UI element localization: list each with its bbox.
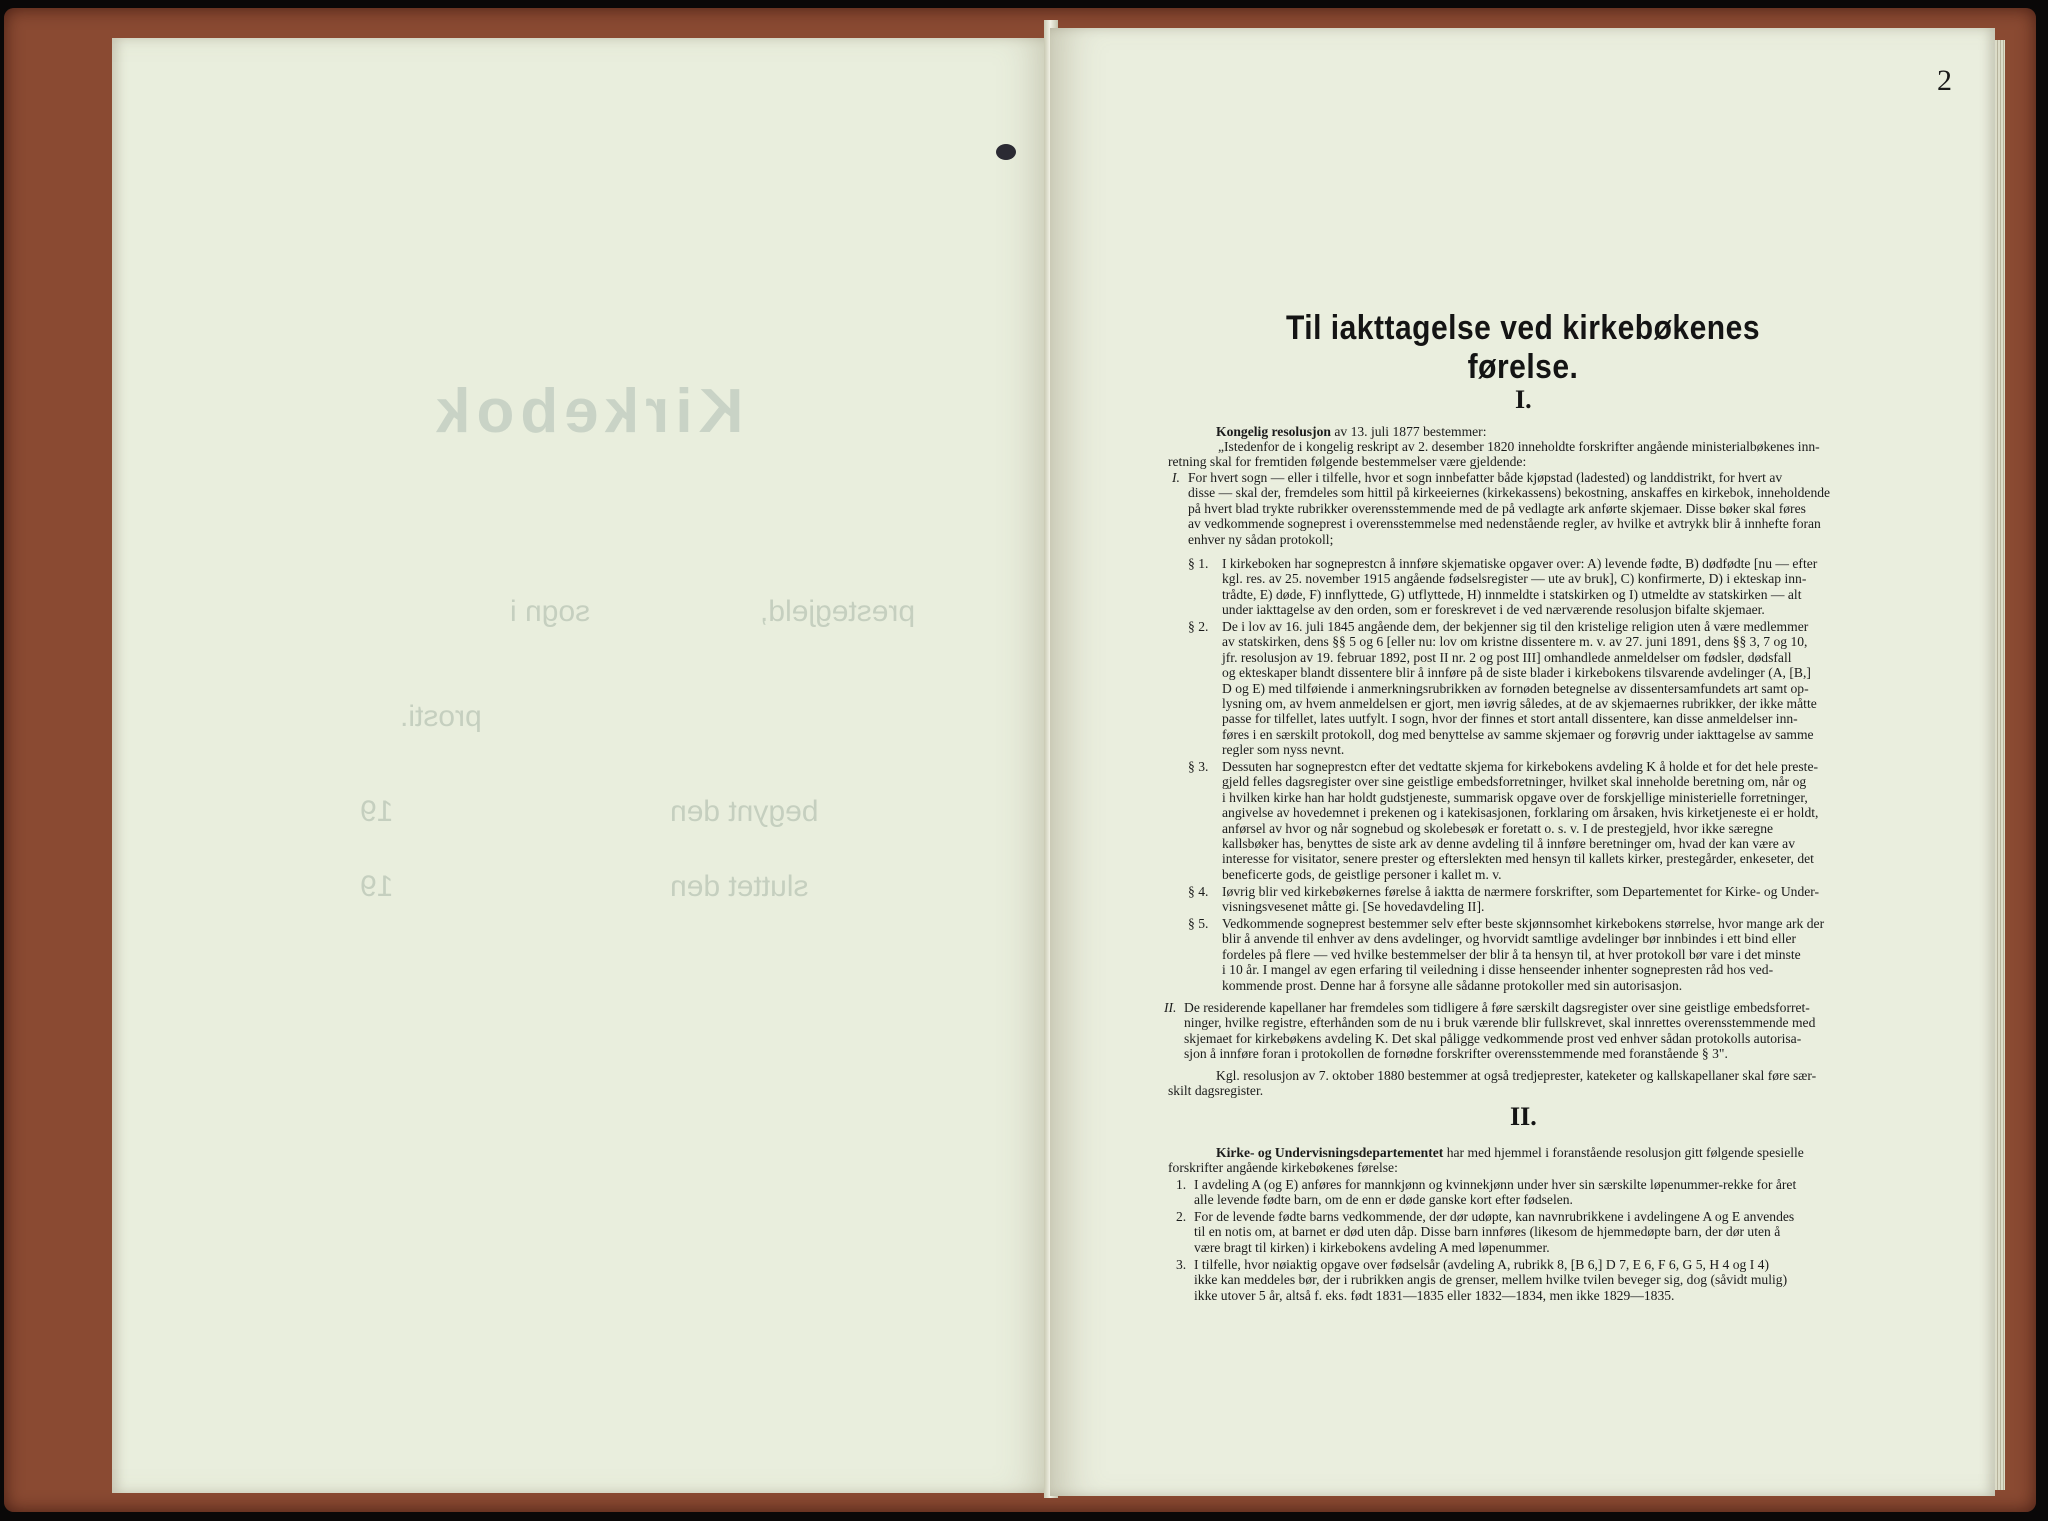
paragraph-4-label: § 4. — [1188, 884, 1209, 899]
begun-year: 19 — [360, 795, 394, 828]
paragraph-1-text — [1222, 556, 1817, 618]
text-line: beneficerte gods, de geistlige personer i kallet m. v. — [1222, 866, 1502, 882]
text-line: ikke kan meddeles bør, der i rubrikken angis de grenser, mellem hvilke tvilen beveger sig, dog (såvidt mulig) — [1194, 1272, 1788, 1288]
ended-year: 19 — [360, 870, 394, 903]
text-line: Vedkommende sogneprest bestemmer selv efter beste skjønnsomhet kirkebokens størrelse, hvor mange ark der — [1222, 916, 1825, 931]
text-line: D og E) med tilføiende i anmerkningsrubrikken av fornøden betegnelse av dissentersamfundets art samt op- — [1222, 680, 1809, 696]
text-line: ninger, hvilke registre, efterhånden som de nu i bruk værende blir fullskrevet, skal innrettes overensstemmende med — [1184, 1015, 1816, 1031]
department-heading — [1216, 1145, 1804, 1160]
intro-line-2 — [1168, 454, 1526, 469]
parish-suffix: prestegjeld, — [760, 595, 916, 628]
text-line: I tilfelle, hvor nøiaktig opgave over fødselsår (avdeling A, rubrikk 8, [B 6,] D 7, E 6, F 6, G 5, H 4 og I 4) — [1194, 1257, 1769, 1272]
begun-label: begynt den — [670, 795, 819, 828]
text-line: De i lov av 16. juli 1845 angående dem, der bekjenner sig til den kristelige religion uten å være medlemmer — [1222, 619, 1809, 634]
text-line: passe for tilfellet, lates uutfylt. I sogn, hvor der finnes et stort antall dissentere, kan disse anmeldelser inn- — [1222, 711, 1798, 727]
paragraph-2-text — [1222, 619, 1817, 758]
paragraph-3-text — [1222, 759, 1818, 882]
text-line: regler som nyss nevnt. — [1222, 742, 1345, 758]
paragraph-3-label: § 3. — [1188, 759, 1209, 774]
text-line: kommende prost. Denne har å forsyne alle sådanne protokoller med sin autorisasjon. — [1222, 977, 1683, 993]
text-line: av statskirken, dens §§ 5 og 6 [eller nu: lov om kristne dissentere m. v. av 27. juni 1891, dens §§ 3, 7 og 10, — [1222, 634, 1808, 650]
text-line: føres i en særskilt protokoll, dog med benyttelse av samme skjemaer og forøvrig under iakttagelse av samme — [1222, 726, 1814, 742]
intro-line-1 — [1218, 439, 1820, 454]
text-line: angivelse av hovedemnet i prekenen og i katekisasjonen, forklaring om årsaken, hvis kirketjeneste ei er holdt, — [1222, 805, 1819, 821]
page-edges — [1995, 40, 2005, 1490]
text-line: skilt dagsregister. — [1168, 1083, 1264, 1098]
department-title: Kirke- og Undervisningsdepartementet — [1216, 1145, 1444, 1160]
item-1-text — [1188, 470, 1830, 547]
left-page — [112, 38, 1050, 1493]
paragraph-1-label: § 1. — [1188, 556, 1209, 571]
text-line: i hvilken kirke han har holdt gudstjeneste, summarisk opgave over de forskjellige ministerielle forretninger, — [1222, 789, 1808, 805]
text-line: For de levende fødte barns vedkommende, der dør udøpte, kan navnrubrikkene i avdelingene A og E anvendes — [1194, 1209, 1795, 1224]
text-line: For hvert sogn — eller i tilfelle, hvor et sogn innbefatter både kjøpstad (ladested) og landdistrikt, for hvert av — [1188, 470, 1783, 485]
text-line: under iakttagelse av den orden, som er foreskrevet i de ved nærværende resolusjon bifalte skjemaer. — [1222, 602, 1765, 618]
item-1-number: I. — [1172, 470, 1180, 485]
text-line: jfr. resolusjon av 19. februar 1892, post II nr. 2 og post III] omhandlede anmeldelser om fødsler, dødsfall — [1222, 649, 1792, 665]
text-line: trådte, E) døde, F) innflyttede, G) utflyttede, H) innmeldte i statskirken og I) utmeldte av statskirken — alt — [1222, 586, 1802, 602]
text-line: til en notis om, at barnet er død uten dåp. Disse barn innføres (likesom de hjemmedøpte barn, der dør uten å — [1194, 1224, 1781, 1240]
royal-resolution-heading — [1216, 424, 1486, 439]
text-line: De residerende kapellaner har fremdeles som tidligere å føre særskilt dagsregister over sine geistlige embedsforret- — [1184, 1000, 1810, 1015]
text-line: være bragt til kirken) i kirkebokens avdeling A med løpenummer. — [1194, 1239, 1550, 1255]
section-heading-1: I. — [1515, 385, 1532, 414]
text-line: skjemaet for kirkebøkens avdeling K. Det skal påligge vedkommende prost ved enhver sådan protokolls autorisa- — [1184, 1030, 1802, 1046]
kgl-line-2 — [1168, 1083, 1263, 1098]
rule-2-text — [1194, 1209, 1794, 1255]
text-line: I kirkeboken har sogneprestcn å innføre skjematiske opgaver over: A) levende fødte, B) dødfødte [nu — efter — [1222, 556, 1818, 571]
department-line-2 — [1168, 1160, 1398, 1175]
text-line: og ekteskaper blandt dissentere blir å innføre på de siste blader i kirkebokens tilsvarende avdelinger (A, [B,] — [1222, 665, 1811, 681]
text-line: Dessuten har sogneprestcn efter det vedtatte skjema for kirkebokens avdeling K å holde et for det hele preste- — [1222, 759, 1819, 774]
text-line: kgl. res. av 25. november 1915 angående fødselsregister — ute av bruk], C) konfirmerte, D) i ekteskap inn- — [1222, 571, 1807, 587]
royal-resolution-title: Kongelig resolusjon — [1216, 424, 1331, 439]
text-line: Kgl. resolusjon av 7. oktober 1880 bestemmer at også tredjeprester, kateketer og kallskapellaner skal føre sær- — [1216, 1068, 1817, 1083]
text-line: sjon å innføre foran i protokollen de fornødne forskrifter overensstemmende med foranstående § 3". — [1184, 1046, 1728, 1062]
left-page-title: Kirkebok — [430, 377, 744, 446]
text-line: interesse for visitator, senere prester og efterslekten med hensyn til kallets kirker, prestegårder, enkeseter, det — [1222, 851, 1814, 867]
ended-label: sluttet den — [670, 870, 809, 903]
rule-3-number: 3. — [1176, 1257, 1187, 1272]
rule-1-text — [1194, 1177, 1796, 1208]
paragraph-4-text — [1222, 884, 1819, 915]
text-line: disse — skal der, fremdeles som hittil på kirkeeiernes (kirkekassens) bekostning, anskaffes en kirkebok, inneholdende — [1188, 485, 1831, 501]
text-line: lysning om, av hvem anmeldelsen er gjort, men iøvrig således, at de av skjemaernes rubrikker, der ikke måtte — [1222, 696, 1817, 712]
paragraph-5-text — [1222, 916, 1824, 993]
page-title: Til iakttagelse ved kirkebøkenes førelse. — [1285, 308, 1760, 386]
text-line: alle levende fødte barn, om de enn er døde ganske kort efter fødselen. — [1194, 1192, 1573, 1208]
text-line: enhver ny sådan protokoll; — [1188, 531, 1334, 547]
section-heading-2: II. — [1510, 1102, 1537, 1131]
department-rest: har med hjemmel i foranstående resolusjon gitt følgende spesielle — [1443, 1145, 1804, 1160]
intro-text: „Istedenfor de i kongelig reskript av 2. desember 1820 inneholdte forskrifter angående ministerialbøkenes inn- — [1218, 439, 1820, 454]
intro-text: retning skal for fremtiden følgende bestemmelser være gjeldende: — [1168, 454, 1527, 469]
text-line: ikke utover 5 år, altså f. eks. født 1831—1835 eller 1832—1834, men ikke 1829—1835. — [1194, 1287, 1675, 1303]
text-line: visningsvesenet måtte gi. [Se hovedavdeling II]. — [1222, 899, 1485, 915]
deanery-label: prosti. — [400, 700, 482, 733]
rule-3-text — [1194, 1257, 1787, 1303]
text-line: i 10 år. I mangel av egen erfaring til veiledning i disse henseender inhenter sognepresten råd hos ved- — [1222, 962, 1774, 978]
page-number: 2 — [1937, 64, 1952, 97]
text-line: gjeld felles dagsregister over sine geistlige embedsforretninger, hvilket skal inneholde beretning om, når og — [1222, 774, 1807, 790]
text-line: I avdeling A (og E) anføres for mannkjønn og kvinnekjønn under hver sin særskilte løpenummer-rekke for året — [1194, 1177, 1797, 1192]
paragraph-5-label: § 5. — [1188, 916, 1209, 931]
kgl-line-1 — [1216, 1068, 1816, 1083]
item-2-number: II. — [1164, 1000, 1177, 1015]
parish-line: sogn i — [510, 595, 591, 628]
text-line: blir å anvende til enhver av dens avdelinger, og hvorvidt samtlige avdelinger bør innbindes i ett bind eller — [1222, 931, 1797, 947]
paragraph-2-label: § 2. — [1188, 619, 1209, 634]
rule-2-number: 2. — [1176, 1209, 1187, 1224]
item-2-text — [1184, 1000, 1815, 1062]
royal-resolution-date: av 13. juli 1877 bestemmer: — [1330, 424, 1487, 439]
text-line: kallsbøker has, benyttes de siste ark av denne avdeling til å innføre beretninger om, hvad der kan være av — [1222, 836, 1796, 852]
text-line: på hvert blad trykte rubrikker overensstemmende med de på vedlagte ark anførte skjemaer. Disse bøker skal føres — [1188, 500, 1806, 516]
text-line: anførsel av hvor og når sognebud og skolebesøk er foretatt o. s. v. I de prestegjeld, hvor ikke særegne — [1222, 820, 1774, 836]
text-line: fordeles på flere — ved hvilke bestemmelser der blir å ta hensyn til, at hver protokoll bør vare i det minste — [1222, 946, 1801, 962]
text-line: Iøvrig blir ved kirkebøkernes førelse å iaktta de nærmere forskrifter, som Departementet for Kirke- og Under- — [1222, 884, 1820, 899]
text-line: forskrifter angående kirkebøkenes førelse: — [1168, 1160, 1398, 1175]
ink-stain — [996, 144, 1016, 160]
rule-1-number: 1. — [1176, 1177, 1187, 1192]
text-line: av vedkommende sogneprest i overensstemmelse med nedenstående regler, av hvilke et avtrykk blir å innhefte foran — [1188, 516, 1821, 532]
